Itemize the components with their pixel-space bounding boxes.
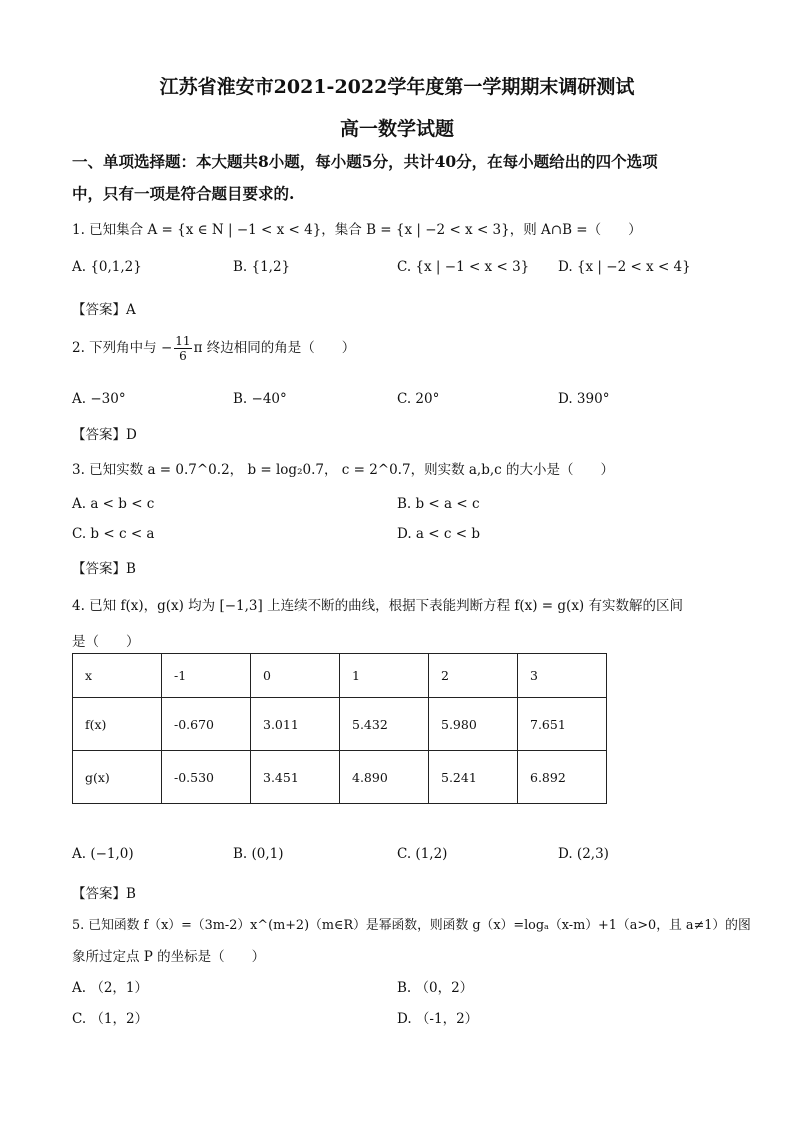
q3-answer <box>72 557 136 577</box>
q4-option-a: A. (−1,0) <box>72 846 134 862</box>
q1-option-d: D. {x | −2 < x < 4} <box>558 259 691 275</box>
table-cell: g(x) <box>73 751 162 804</box>
q2-answer <box>72 423 137 443</box>
q5-option-c: C. （1，2） <box>72 1011 149 1027</box>
table-row-x <box>73 654 607 698</box>
question-3: 3. 已知实数 a = 0.7^0.2， b = log₂0.7， c = 2^0.7，则实数 a,b,c 的大小是（ ） <box>72 462 614 478</box>
q4-option-b: B. (0,1) <box>233 846 284 862</box>
q2-option-b: B. −40° <box>233 391 287 407</box>
table-cell: 5.432 <box>340 698 429 751</box>
table-cell: 3.451 <box>251 751 340 804</box>
q2-frac-numerator: 11 <box>175 334 191 348</box>
answer-value: B <box>126 561 136 577</box>
table-cell: -0.530 <box>162 751 251 804</box>
answer-value: B <box>126 886 136 902</box>
answer-label: 【答案】 <box>72 886 126 902</box>
q4-answer <box>72 882 136 902</box>
q1-option-a: A. {0,1,2} <box>72 259 142 275</box>
table-cell: 3 <box>518 654 607 698</box>
q2-frac-denominator: 6 <box>179 349 187 363</box>
question-4-line1: 4. 已知 f(x)，g(x) 均为 [−1,3] 上连续不断的曲线，根据下表能判断方程 f(x) = g(x) 有实数解的区间 <box>72 598 683 614</box>
q1-option-c: C. {x | −1 < x < 3} <box>397 259 530 275</box>
table-cell: -0.670 <box>162 698 251 751</box>
table-cell: 3.011 <box>251 698 340 751</box>
q3-option-d: D. a < c < b <box>397 526 480 542</box>
answer-label: 【答案】 <box>72 561 126 577</box>
q3-option-c: C. b < c < a <box>72 526 155 542</box>
table-cell: 5.980 <box>429 698 518 751</box>
q4-option-c: C. (1,2) <box>397 846 448 862</box>
table-row-f <box>73 698 607 751</box>
answer-label: 【答案】 <box>72 427 126 443</box>
q5-option-a: A. （2，1） <box>72 980 149 996</box>
table-cell: 6.892 <box>518 751 607 804</box>
q1-option-b: B. {1,2} <box>233 259 291 275</box>
question-2 <box>72 334 355 363</box>
q3-option-a: A. a < b < c <box>72 496 155 512</box>
table-row-g <box>73 751 607 804</box>
question-5-line2: 象所过定点 P 的坐标是（ ） <box>72 949 266 965</box>
table-cell: 4.890 <box>340 751 429 804</box>
question-5-line1: 5. 已知函数 f（x）=（3m-2）x^(m+2)（m∈R）是幂函数，则函数 g（x）=logₐ（x-m）+1（a>0，且 a≠1）的图 <box>72 918 751 933</box>
table-cell: 2 <box>429 654 518 698</box>
q5-option-d: D. （-1，2） <box>397 1011 479 1027</box>
q2-option-c: C. 20° <box>397 391 440 407</box>
question-4-line2: 是（ ） <box>72 634 140 650</box>
q2-option-d: D. 390° <box>558 391 610 407</box>
table-cell: 1 <box>340 654 429 698</box>
q2-suffix: π 终边相同的角是（ ） <box>193 340 356 356</box>
table-cell: x <box>73 654 162 698</box>
section-heading-line2: 中，只有一项是符合题目要求的. <box>72 184 295 203</box>
table-cell: 5.241 <box>429 751 518 804</box>
q4-option-d: D. (2,3) <box>558 846 609 862</box>
table-cell: f(x) <box>73 698 162 751</box>
q5-option-b: B. （0，2） <box>397 980 474 996</box>
answer-value: A <box>126 302 136 318</box>
table-cell: 7.651 <box>518 698 607 751</box>
exam-subtitle: 高一数学试题 <box>339 118 454 140</box>
answer-value: D <box>126 427 137 443</box>
question-1: 1. 已知集合 A = {x ∈ N | −1 < x < 4}，集合 B = {x | −2 < x < 3}，则 A∩B =（ ） <box>72 222 642 238</box>
q2-fraction <box>174 334 191 363</box>
q1-answer <box>72 298 136 318</box>
q2-option-a: A. −30° <box>72 391 126 407</box>
table-cell: 0 <box>251 654 340 698</box>
q3-option-b: B. b < a < c <box>397 496 480 512</box>
answer-label: 【答案】 <box>72 302 126 318</box>
q2-prefix: 2. 下列角中与 − <box>72 340 173 356</box>
section-heading-line1: 一、单项选择题：本大题共8小题，每小题5分，共计40分，在每小题给出的四个选项 <box>72 152 658 171</box>
table-cell: -1 <box>162 654 251 698</box>
values-table <box>72 653 607 804</box>
exam-title: 江苏省淮安市2021-2022学年度第一学期期末调研测试 <box>159 76 635 98</box>
